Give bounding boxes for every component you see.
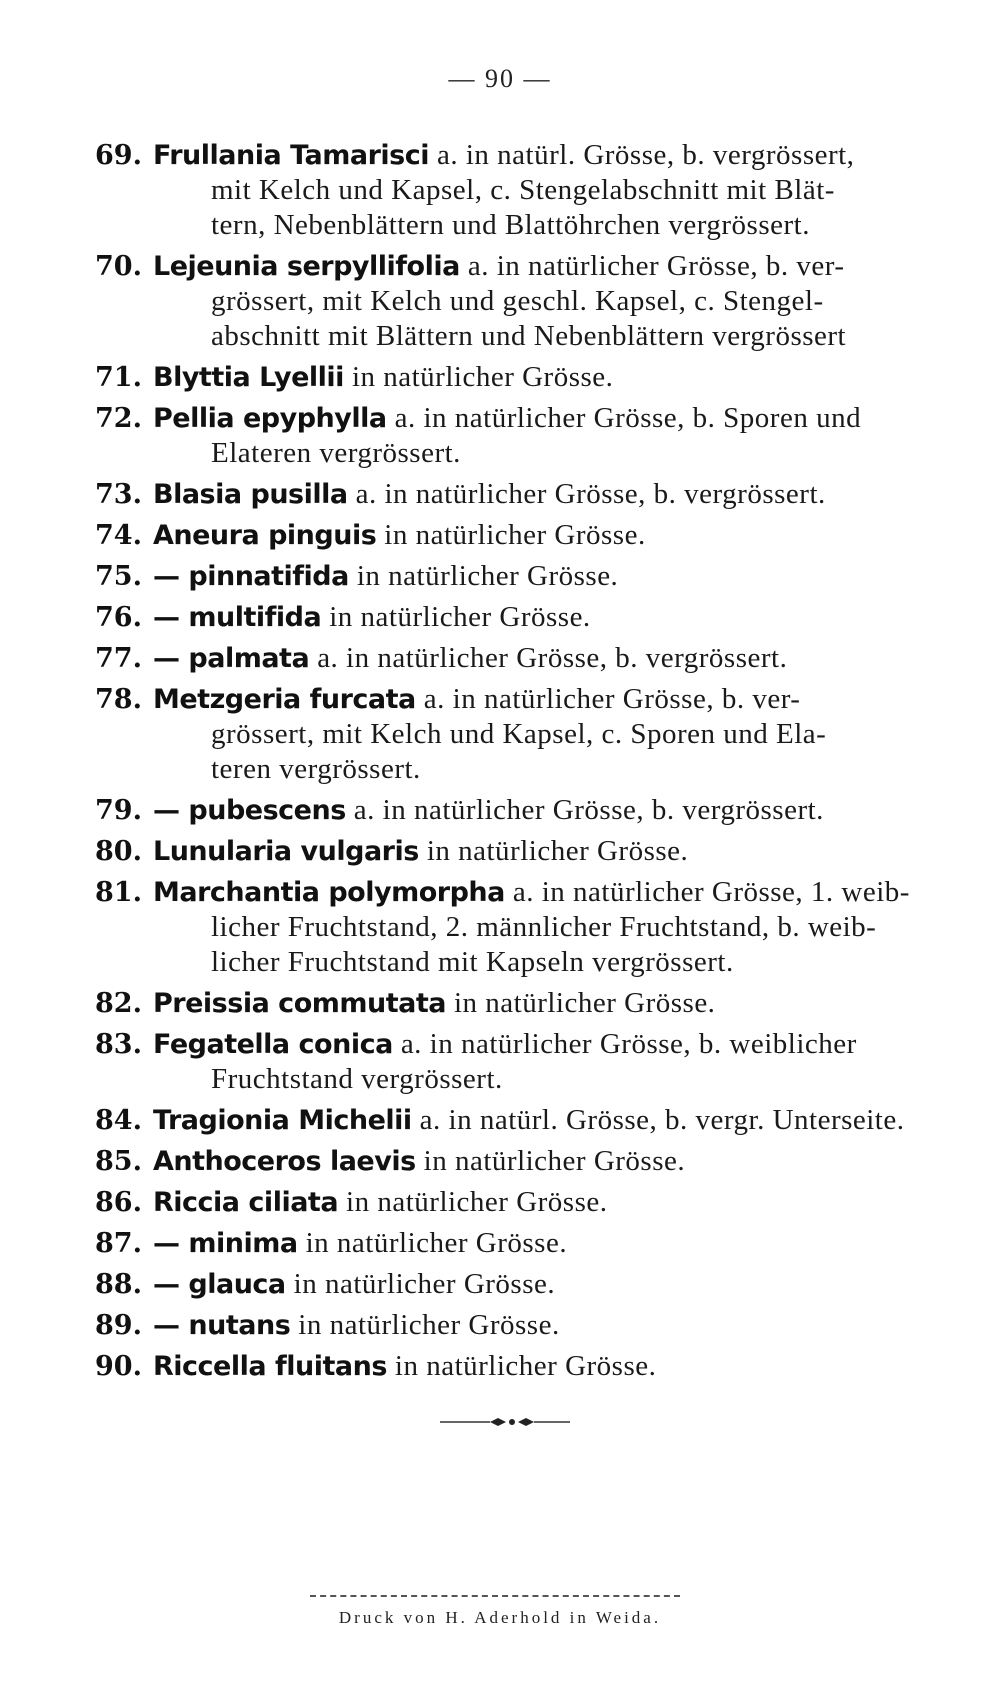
entry-description: licher Fruchtstand, 2. männlicher Fruchtstand, b. weib-: [211, 911, 877, 943]
entry-continuation-line: [95, 436, 955, 471]
legend-entry: [95, 682, 955, 787]
legend-entry: [95, 1144, 955, 1179]
species-name: — minima: [153, 1228, 298, 1259]
entry-first-line: [95, 600, 955, 635]
entry-first-line: [95, 401, 955, 436]
legend-entry: [95, 1226, 955, 1261]
legend-entry: [95, 518, 955, 553]
entry-first-line: [95, 1308, 955, 1343]
entry-description: licher Fruchtstand mit Kapseln vergrössert.: [211, 946, 734, 978]
entry-description: a. in natürlicher Grösse, b. weiblicher: [400, 1028, 857, 1060]
entry-description: mit Kelch und Kapsel, c. Stengelabschnitt mit Blät-: [211, 174, 835, 206]
entry-description: in natürlicher Grösse.: [329, 601, 591, 633]
entry-first-line: [95, 360, 955, 395]
entry-number: 79.: [95, 795, 142, 826]
entry-first-line: [95, 1267, 955, 1302]
entry-first-line: [95, 1185, 955, 1220]
entry-first-line: [95, 477, 955, 512]
entry-description: in natürlicher Grösse.: [346, 1186, 608, 1218]
entry-description: in natürlicher Grösse.: [426, 835, 689, 867]
entry-number: 71.: [95, 362, 142, 393]
entry-description: a. in natürlicher Grösse, b. Sporen und: [394, 402, 862, 434]
species-name: Preissia commutata: [153, 988, 446, 1019]
entry-description: teren vergrössert.: [211, 753, 421, 785]
entry-number: 80.: [95, 836, 142, 867]
entry-continuation-line: [95, 752, 955, 787]
entry-description: in natürlicher Grösse.: [293, 1268, 556, 1300]
legend-entry: [95, 360, 955, 395]
entry-description: a. in natürlicher Grösse, b. ver-: [467, 250, 845, 282]
entry-number: 75.: [95, 561, 142, 592]
entry-number: 70.: [95, 251, 142, 282]
entry-description: in natürlicher Grösse.: [305, 1227, 568, 1259]
entry-number: 81.: [95, 877, 142, 908]
entry-description: in natürlicher Grösse.: [453, 987, 716, 1019]
species-name: Metzgeria furcata: [153, 684, 416, 715]
entry-number: 83.: [95, 1029, 142, 1060]
entry-description: Elateren vergrössert.: [211, 437, 461, 469]
species-name: Blyttia Lyellii: [153, 362, 344, 393]
entry-number: 84.: [95, 1105, 142, 1136]
entry-number: 88.: [95, 1269, 142, 1300]
species-name: Aneura pinguis: [153, 520, 377, 551]
entry-continuation-line: [95, 1062, 955, 1097]
entry-first-line: [95, 682, 955, 717]
species-name: — nutans: [153, 1310, 291, 1341]
entry-number: 69.: [95, 140, 142, 171]
species-name: Fegatella conica: [153, 1029, 393, 1060]
entry-number: 85.: [95, 1146, 142, 1177]
entry-description: a. in natürlicher Grösse, b. vergrössert.: [355, 478, 826, 510]
species-name: — glauca: [153, 1269, 286, 1300]
legend-entry: [95, 477, 955, 512]
entry-description: in natürlicher Grösse.: [423, 1145, 686, 1177]
page-number: — 90 —: [448, 64, 552, 93]
entry-description: a. in natürlicher Grösse, b. vergrössert.: [353, 794, 824, 826]
entry-continuation-line: [95, 910, 955, 945]
entry-number: 76.: [95, 602, 142, 633]
entry-continuation-line: [95, 208, 955, 243]
entry-description: in natürlicher Grösse.: [394, 1350, 657, 1382]
entry-first-line: [95, 559, 955, 594]
entry-first-line: [95, 138, 955, 173]
species-name: Tragionia Michelii: [153, 1105, 412, 1136]
species-name: Riccia ciliata: [153, 1187, 339, 1218]
legend-entry: [95, 1185, 955, 1220]
entry-first-line: [95, 1226, 955, 1261]
species-name: — pinnatifida: [153, 561, 349, 592]
entry-number: 74.: [95, 520, 142, 551]
legend-entry: [95, 600, 955, 635]
plate-legend-list: [95, 138, 955, 1390]
species-name: Anthoceros laevis: [153, 1146, 416, 1177]
entry-description: a. in natürl. Grösse, b. vergrössert,: [437, 139, 855, 171]
entry-number: 73.: [95, 479, 142, 510]
entry-continuation-line: [95, 284, 955, 319]
species-name: — multifida: [153, 602, 322, 633]
entry-continuation-line: [95, 945, 955, 980]
legend-entry: [95, 1103, 955, 1138]
entry-description: grössert, mit Kelch und Kapsel, c. Sporen und Ela-: [211, 718, 827, 750]
legend-entry: [95, 1267, 955, 1302]
entry-continuation-line: [95, 717, 955, 752]
entry-description: a. in natürlicher Grösse, b. vergrössert.: [317, 642, 788, 674]
footer-rule: [310, 1595, 680, 1599]
legend-entry: [95, 138, 955, 243]
entry-first-line: [95, 1103, 955, 1138]
entry-description: a. in natürl. Grösse, b. vergr. Unterseite.: [419, 1104, 905, 1136]
legend-entry: [95, 793, 955, 828]
entry-number: 87.: [95, 1228, 142, 1259]
species-name: Lunularia vulgaris: [153, 836, 419, 867]
entry-first-line: [95, 986, 955, 1021]
entry-description: a. in natürlicher Grösse, 1. weib-: [512, 876, 910, 908]
entry-description: in natürlicher Grösse.: [356, 560, 619, 592]
entry-first-line: [95, 834, 955, 869]
entry-number: 89.: [95, 1310, 142, 1341]
legend-entry: [95, 834, 955, 869]
species-name: — pubescens: [153, 795, 346, 826]
species-name: Riccella fluitans: [153, 1351, 387, 1382]
ornament-divider: [440, 1412, 570, 1432]
legend-entry: [95, 401, 955, 471]
entry-first-line: [95, 1027, 955, 1062]
legend-entry: [95, 1027, 955, 1097]
entry-description: in natürlicher Grösse.: [384, 519, 646, 551]
entry-number: 72.: [95, 403, 142, 434]
entry-continuation-line: [95, 319, 955, 354]
entry-number: 86.: [95, 1187, 142, 1218]
entry-number: 78.: [95, 684, 142, 715]
legend-entry: [95, 1308, 955, 1343]
entry-first-line: [95, 518, 955, 553]
entry-first-line: [95, 875, 955, 910]
entry-number: 77.: [95, 643, 142, 674]
legend-entry: [95, 875, 955, 980]
entry-description: a. in natürlicher Grösse, b. ver-: [423, 683, 801, 715]
legend-entry: [95, 986, 955, 1021]
entry-first-line: [95, 1144, 955, 1179]
entry-first-line: [95, 1349, 955, 1384]
legend-entry: [95, 1349, 955, 1384]
entry-continuation-line: [95, 173, 955, 208]
species-name: Pellia epyphylla: [153, 403, 387, 434]
species-name: Marchantia polymorpha: [153, 877, 505, 908]
entry-description: Fruchtstand vergrössert.: [211, 1063, 503, 1095]
entry-description: tern, Nebenblättern und Blattöhrchen vergrössert.: [211, 209, 810, 241]
printer-imprint: Druck von H. Aderhold in Weida.: [338, 1608, 662, 1627]
species-name: Blasia pusilla: [153, 479, 348, 510]
legend-entry: [95, 249, 955, 354]
entry-first-line: [95, 793, 955, 828]
entry-number: 90.: [95, 1351, 142, 1382]
species-name: Frullania Tamarisci: [153, 140, 429, 171]
entry-description: grössert, mit Kelch und geschl. Kapsel, c. Stengel-: [211, 285, 824, 317]
entry-description: abschnitt mit Blättern und Nebenblättern vergrössert: [211, 320, 847, 352]
entry-description: in natürlicher Grösse.: [351, 361, 614, 393]
entry-description: in natürlicher Grösse.: [298, 1309, 560, 1341]
entry-first-line: [95, 249, 955, 284]
species-name: Lejeunia serpyllifolia: [153, 251, 460, 282]
species-name: — palmata: [153, 643, 310, 674]
entry-first-line: [95, 641, 955, 676]
legend-entry: [95, 641, 955, 676]
legend-entry: [95, 559, 955, 594]
entry-number: 82.: [95, 988, 142, 1019]
